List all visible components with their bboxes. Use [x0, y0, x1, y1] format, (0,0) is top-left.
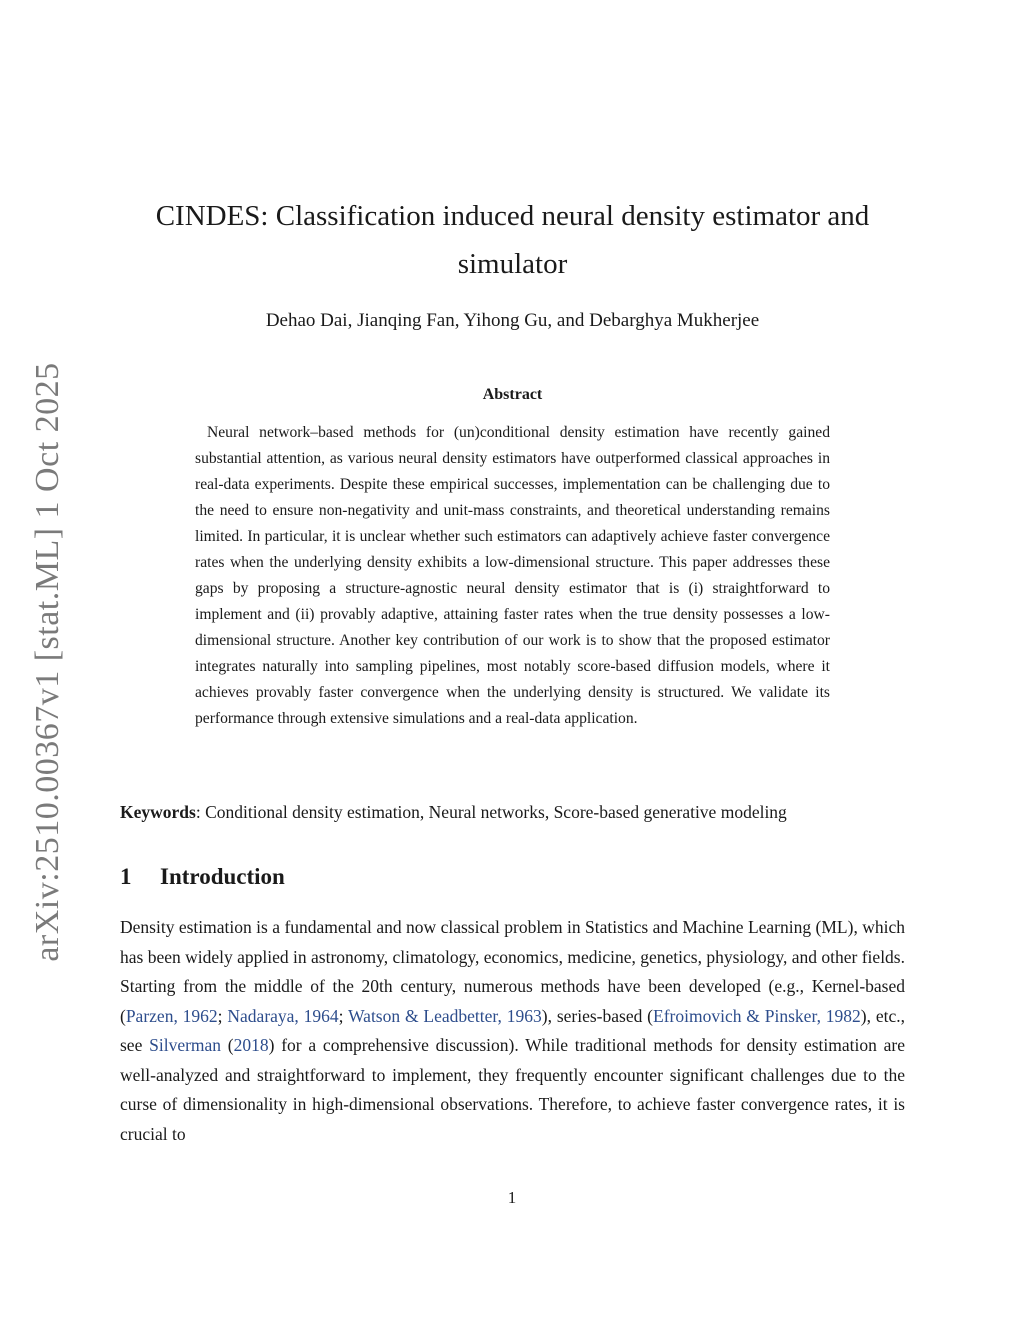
section-number: 1	[120, 864, 132, 889]
intro-text: ;	[217, 1005, 228, 1026]
citation-link[interactable]: Silverman	[149, 1035, 222, 1055]
author-list: Dehao Dai, Jianqing Fan, Yihong Gu, and Debarghya Mukherjee	[265, 310, 760, 331]
citation-link[interactable]: 2018	[233, 1035, 269, 1055]
page-number: 1	[507, 1188, 517, 1207]
keywords-separator: :	[195, 802, 206, 822]
section-heading	[120, 864, 285, 890]
intro-paragraph	[120, 913, 905, 1149]
arxiv-identifier: arXiv:2510.00367v1 [stat.ML] 1 Oct 2025	[29, 362, 66, 962]
keywords-line	[120, 802, 905, 823]
intro-text: ;	[338, 1005, 349, 1026]
intro-text: ), series-based (	[541, 1005, 654, 1026]
abstract-text: Neural network–based methods for (un)conditional density estimation have recently gained substantial attention, as various neural density estimators have outperformed classical approaches in real-data experiments. Despite these empirical successes, implementation can be challenging due to the need to ensure non-negativity and unit-mass constraints, and theoretical understanding remains limited. In particular, it is unclear whether such estimators can adaptively achieve faster convergence rates when the underlying density exhibits a low-dimensional structure. This paper addresses these gaps by proposing a structure-agnostic neural density estimator that is (i) straightforward to implement and (ii) provably adaptive, attaining faster rates when the true density possesses a low-dimensional structure. Another key contribution of our work is to show that the proposed estimator integrates naturally into sampling pipelines, most notably score-based diffusion models, where it achieves provably faster convergence when the underlying density is structured. We validate its performance through extensive simulations and a real-data application.	[195, 424, 830, 727]
citation-link[interactable]: Watson & Leadbetter, 1963	[348, 1005, 542, 1026]
keywords-label: Keywords	[120, 802, 196, 822]
citation-link[interactable]: Nadaraya, 1964	[227, 1005, 339, 1026]
paper-title: CINDES: Classification induced neural density estimator and simulator	[155, 200, 870, 280]
intro-text: Density estimation is a fundamental and now classical problem in Statistics and Machine Learning (ML), which has been widely applied in astronomy, climatology, economics, medicine, genetics, physiology, and other fields. Starting from the middle of the 20th century, numerous methods have been developed (e.g., Kernel-based (	[120, 917, 905, 1026]
intro-text: ) for a comprehensive discussion). While traditional methods for density estimation are well-analyzed and straightforward to implement, they frequently encounter significant challenges due to the curse of dimensionality in high-dimensional observations. Therefore, to achieve faster convergence rates, it is crucial to	[120, 1035, 905, 1144]
abstract-heading: Abstract	[482, 386, 543, 403]
intro-text: (	[221, 1035, 234, 1055]
citation-link[interactable]: Parzen, 1962	[125, 1005, 218, 1026]
section-title: Introduction	[160, 864, 285, 889]
citation-link[interactable]: Efroimovich & Pinsker, 1982	[653, 1005, 861, 1026]
keywords-text: Conditional density estimation, Neural networks, Score-based generative modeling	[205, 802, 787, 822]
intro-text: ), etc., see	[120, 1005, 905, 1055]
